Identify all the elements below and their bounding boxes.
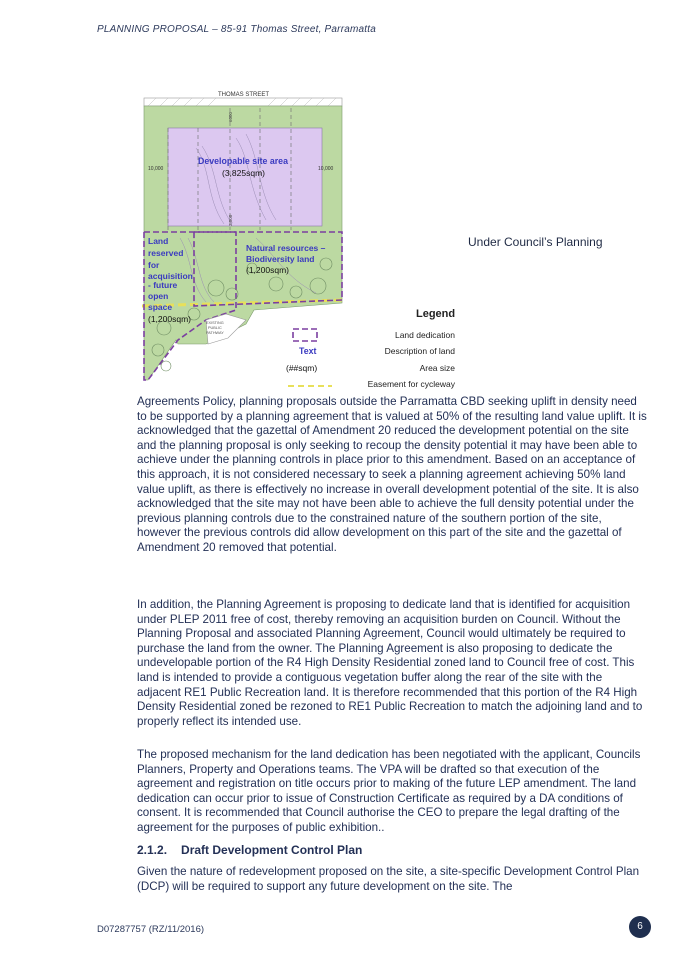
legend-title: Legend [416,308,456,320]
site-map [136,88,466,390]
pathway-label-line: PUBLIC [208,326,222,330]
natural-label-line: Natural resources – [246,243,326,253]
paragraph-land-dedication: In addition, the Planning Agreement is proposing to dedicate land that is identified for acquisition under PLEP 2011 free of cost, thereby removing an acquisition burden on Council. Without the Planning Proposal and associated Planning Agreement, Council would ultimately be required to purchase the land from the owner. The Planning Agreement is also proposing to dedicate the undevelopable portion of the R4 High Density Residential zoned land to Council free of cost. This land is intended to provide a contiguous vegetation buffer along the rear of the site with the adjacent RE1 Public Recreation land. It is therefore recommended that this portion of the R4 High Density Residential zoned be rezoned to RE1 Public Recreation to match the adjoining land and to properly reflect its intended use. [137,598,643,728]
developable-area-size: (3,825sqm) [222,168,265,178]
legend-item-cycleway: Easement for cycleway [367,379,455,389]
reserved-label-line: reserved [148,248,184,258]
legend-swatch-dedication [293,329,317,341]
legend [286,308,456,389]
pathway-label [206,321,224,335]
side-note: Under Council’s Planning [468,235,603,249]
site-map-figure [136,88,466,390]
section-heading [137,843,362,857]
document-reference: D07287757 (RZ/11/2016) [97,924,205,935]
legend-sample-text: Text [299,346,317,356]
paragraph-mechanism: The proposed mechanism for the land dedication has been negotiated with the applicant, Councils Planners, Property and Operations teams. The VPA will be drafted so that execution of the agreement and registration on title occurs prior to making of the future LEP amendment. The land dedication can occur prior to issue of Construction Certificate as required by a DA conditions of consent. It is recommended that Council authorise the CEO to prepare the legal drafting of the agreement for the purposes of public exhibition.. [137,748,641,834]
legend-item-dedication: Land dedication [394,330,455,340]
dim-left-label: 10,000 [148,166,164,172]
section-title: Draft Development Control Plan [181,843,363,857]
dim-right-label: 10,000 [318,166,334,172]
legend-item-area: Area size [419,363,455,373]
street-band [144,98,342,106]
page-number: 6 [629,916,651,938]
reserved-area-size: (1,200sqm) [148,314,191,324]
reserved-label-line: for [148,260,160,270]
setback-mid-label: 3,000 [228,214,233,226]
reserved-label-line: space [148,302,173,312]
pathway-label-line: PATHWAY [206,331,224,335]
reserved-label-line: open [148,291,169,301]
pathway-label-line: EXISTING [206,321,224,325]
page-header: PLANNING PROPOSAL – 85-91 Thomas Street, Parramatta [97,24,377,35]
paragraph-dcp: Given the nature of redevelopment proposed on the site, a site-specific Development Control Plan (DCP) will be required to support any future development on the site. The [137,865,640,893]
legend-sample-area: (##sqm) [286,363,318,373]
legend-item-description: Description of land [384,346,455,356]
setback-top-label: 6000 [228,111,233,122]
reserved-label-line: - future [148,280,178,290]
natural-label-line: Biodiversity land [246,254,315,264]
reserved-label-line: acquisition [148,271,193,281]
developable-title: Developable site area [198,156,288,166]
section-number: 2.1.2. [137,843,168,857]
paragraph-planning-agreements: Agreements Policy, planning proposals outside the Parramatta CBD seeking uplift in density need to be supported by a planning agreement that is valued at 50% of the resulting land value uplift. It is acknowledged that the gazettal of Amendment 20 reduced the development potential on the site and the planning proposal is only seeking to recoup the density potential it may have been able to achieve under the planning controls in place prior to this amendment. Based on an acceptance of this approach, it is not considered necessary to seek a planning agreement achieving 50% land value uplift, as there is effectively no increase in overall development potential of the site. It is also acknowledged that the site may not have been able to achieve the full density potential under the previous planning controls due to the constrained nature of the southern portion of the site, however the previous controls did allow development on this part of the site and the gazettal of Amendment 20 removed that potential. [137,395,647,554]
natural-area-size: (1,200sqm) [246,265,289,275]
reserved-label-line: Land [148,236,169,246]
street-label: THOMAS STREET [218,92,270,98]
